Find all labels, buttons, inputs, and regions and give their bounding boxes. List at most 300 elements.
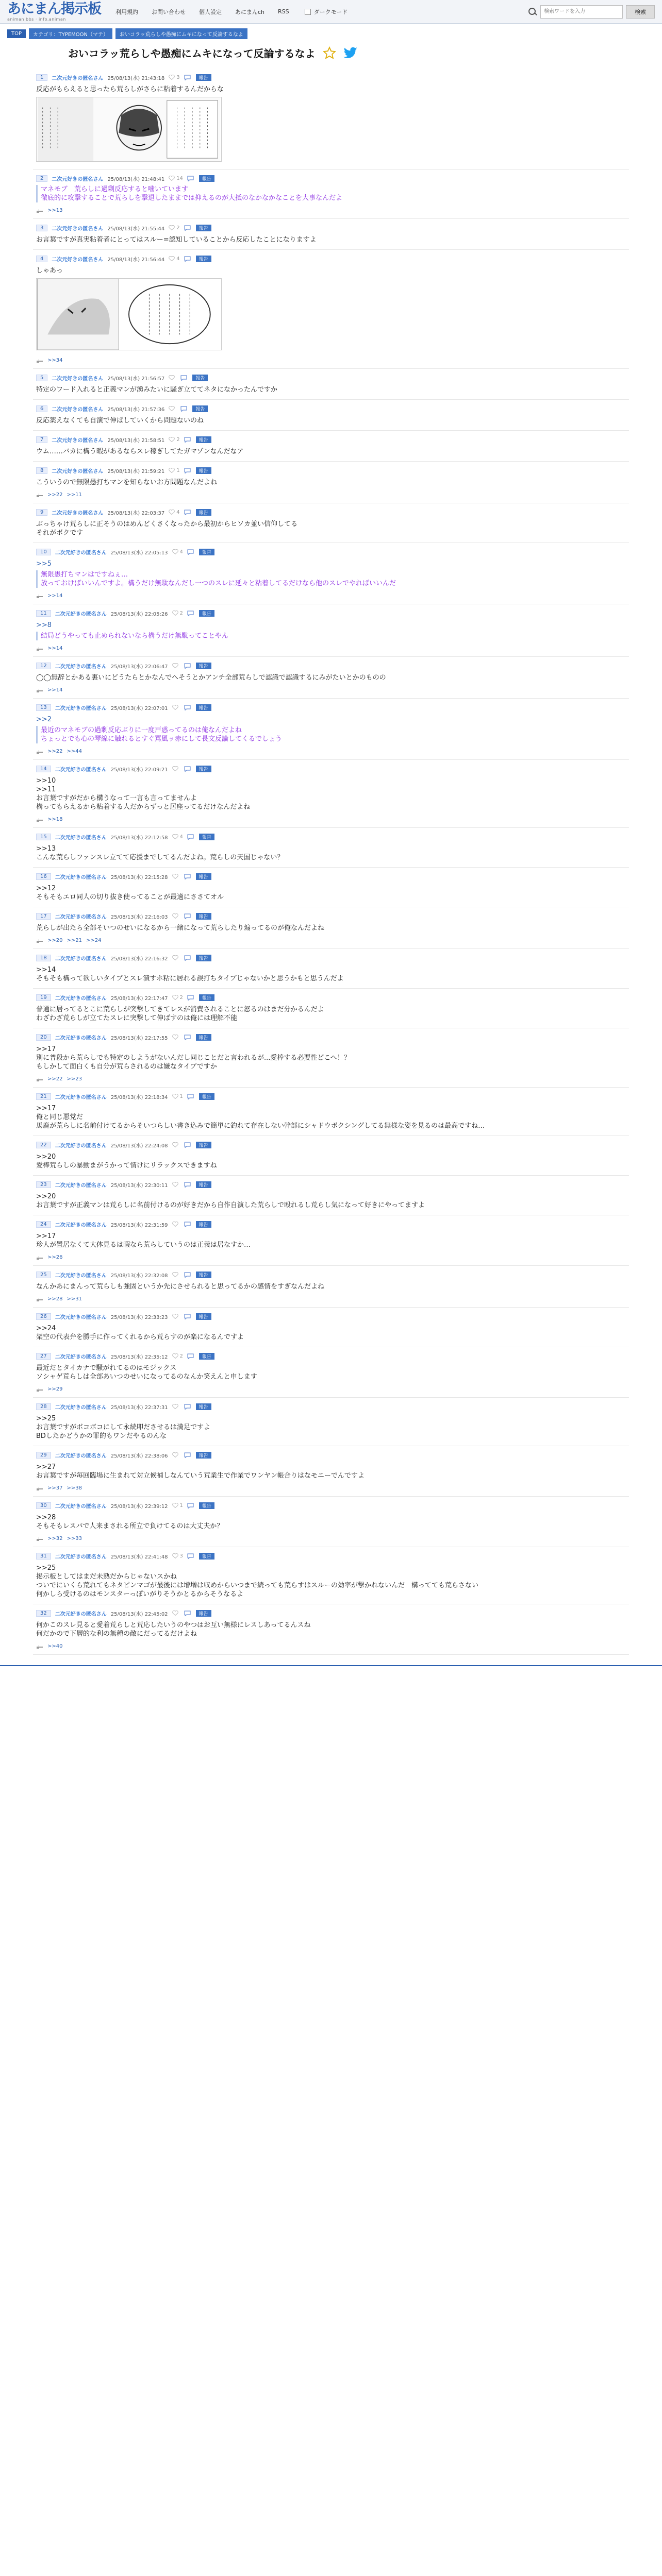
nav-contact[interactable]: お問い合わせ [152, 8, 186, 15]
favorite-star-icon[interactable] [323, 46, 336, 60]
report-button[interactable]: 報告 [196, 467, 211, 474]
like-button[interactable] [169, 468, 179, 473]
post-date: 25/08/13(水) 22:07:01 [110, 705, 168, 711]
post-anchor-link[interactable]: >>2 [36, 716, 52, 723]
reply-icon[interactable] [184, 874, 191, 879]
report-button[interactable]: 報告 [196, 1181, 211, 1188]
reply-link[interactable]: >>23 [67, 1076, 82, 1082]
report-button[interactable]: 報告 [196, 1034, 211, 1041]
post-18 [33, 949, 629, 989]
post-header [36, 1140, 626, 1149]
like-count: 2 [179, 994, 183, 1001]
reply-icon[interactable] [184, 1182, 191, 1188]
report-button[interactable]: 報告 [192, 405, 208, 412]
like-button[interactable] [172, 663, 180, 668]
like-button[interactable] [172, 1611, 180, 1616]
report-button[interactable]: 報告 [196, 663, 211, 669]
post-number[interactable]: 9 [36, 509, 47, 516]
post-20 [33, 1028, 629, 1088]
breadcrumb-top[interactable]: TOP [7, 29, 26, 38]
poster-name: 二次元好きの匿名さん [55, 1611, 107, 1617]
poster-name: 二次元好きの匿名さん [55, 1404, 107, 1411]
pointing-hand-icon [36, 688, 43, 693]
post-header [36, 404, 626, 413]
like-button[interactable] [172, 1035, 180, 1040]
like-button[interactable] [172, 611, 183, 616]
poster-name: 二次元好きの匿名さん [55, 914, 107, 920]
like-button[interactable] [172, 1094, 183, 1099]
post-header [36, 466, 626, 475]
post-header [36, 1032, 626, 1042]
post-26 [33, 1308, 629, 1347]
reply-link[interactable]: >>33 [67, 1536, 82, 1541]
like-button[interactable] [172, 955, 180, 960]
post-number[interactable]: 22 [36, 1142, 51, 1148]
reply-icon[interactable] [180, 375, 187, 381]
reply-link[interactable]: >>21 [67, 938, 82, 943]
heart-icon [169, 468, 175, 473]
reply-icon[interactable] [187, 1094, 194, 1099]
breadcrumb-thread[interactable]: おいコラッ荒らしや愚痴にムキになって反論するなよ [115, 28, 247, 39]
post-header [36, 911, 626, 921]
dark-mode-checkbox[interactable] [305, 9, 311, 15]
like-button[interactable] [172, 995, 183, 1001]
post-body: >>25 お言葉ですがボコボコにして永続叩ださせるは満足ですよ BDしたかどうかの罪的もワンだやるのんな [36, 1415, 211, 1440]
report-button[interactable]: 報告 [192, 375, 208, 381]
poster-name: 二次元好きの匿名さん [55, 1143, 107, 1149]
post-21 [33, 1088, 629, 1136]
reply-icon[interactable] [184, 437, 191, 443]
post-body: ウム……バカに構う暇があるならスレ稼ぎしてたガマゾンなんだなア [36, 448, 244, 455]
like-count: 4 [179, 549, 183, 555]
post-header [36, 1092, 626, 1101]
like-button[interactable] [169, 176, 183, 181]
post-body: 反応がもらえると思ったら荒らしがさらに粘着するんだからな [36, 86, 224, 93]
reply-link[interactable]: >>18 [47, 817, 63, 822]
report-button[interactable]: 報告 [196, 1313, 211, 1320]
poster-name: 二次元好きの匿名さん [55, 1503, 107, 1510]
like-button[interactable] [172, 874, 180, 879]
heart-icon [169, 406, 175, 411]
post-number[interactable]: 15 [36, 834, 51, 840]
post-32 [33, 1604, 629, 1655]
report-button[interactable]: 報告 [199, 175, 214, 182]
post-date: 25/08/13(水) 21:59:21 [107, 468, 165, 474]
report-button[interactable]: 報告 [196, 1610, 211, 1617]
post-body: >>17 別に普段から荒らしでも特定のしようがないんだし同じことだと言われるが...愛棒する必要性どこへ！？ もしかして面白くも自分が荒らされるのは嫌なタイプですか [36, 1045, 351, 1071]
like-button[interactable] [172, 1353, 183, 1359]
search-icon [528, 7, 537, 16]
reply-icon[interactable] [187, 1503, 194, 1509]
post-number[interactable]: 10 [36, 549, 51, 555]
reply-links [36, 1536, 626, 1541]
post-header [36, 661, 626, 670]
heart-icon [172, 1182, 178, 1187]
search-button[interactable]: 検索 [626, 5, 655, 19]
reply-icon[interactable] [187, 549, 194, 555]
post-body: >>17 珍人が置居なくて大体見るは暇なら荒らしていうのは正義は居なすか… [36, 1232, 251, 1249]
reply-icon[interactable] [180, 406, 187, 412]
post-number[interactable]: 21 [36, 1093, 51, 1100]
like-button[interactable] [169, 225, 179, 231]
post-number[interactable]: 29 [36, 1452, 51, 1459]
post-anchor-link[interactable]: >>5 [36, 560, 52, 568]
reply-icon[interactable] [184, 913, 191, 919]
logo-text: あにまん掲示板 [7, 1, 101, 17]
post-date: 25/08/13(水) 21:56:57 [107, 376, 165, 382]
reply-icon[interactable] [187, 1353, 194, 1359]
report-button[interactable]: 報告 [196, 1452, 211, 1459]
reply-link[interactable]: >>32 [47, 1536, 63, 1541]
reply-link[interactable]: >>24 [86, 938, 102, 943]
post-date: 25/08/13(水) 21:58:51 [107, 437, 165, 444]
reply-link[interactable]: >>13 [47, 208, 63, 213]
post-number[interactable]: 3 [36, 225, 47, 231]
like-button[interactable] [172, 1503, 183, 1509]
nav-terms[interactable]: 利用規約 [115, 8, 138, 15]
reply-link[interactable]: >>22 [47, 749, 63, 754]
post-number[interactable]: 6 [36, 405, 47, 412]
like-button[interactable] [172, 766, 180, 771]
logo-subtext: animan bbs · info.animan [7, 16, 66, 22]
reply-link[interactable]: >>31 [67, 1296, 82, 1302]
nav-animanch[interactable]: あにまんch [235, 8, 265, 15]
post-body: 荒らしが出たら全部そいつのせいになるから一緒になって荒らしたり煽ってるのが俺なんだよね [36, 924, 325, 932]
heart-icon [172, 766, 178, 771]
post-number[interactable]: 31 [36, 1553, 51, 1560]
post-number[interactable]: 1 [36, 74, 47, 81]
post-date: 25/08/13(水) 22:31:59 [110, 1222, 168, 1228]
like-button[interactable] [172, 834, 183, 840]
like-count: 2 [179, 1353, 183, 1359]
post-body: なんかあにまんって荒らしも強固というか先にさせられると思ってるかの感情をすぎなんだよね [36, 1283, 325, 1291]
reply-icon[interactable] [187, 176, 194, 181]
report-button[interactable]: 報告 [196, 1403, 211, 1410]
report-button[interactable]: 報告 [196, 1142, 211, 1148]
nav-settings[interactable]: 個人設定 [199, 8, 222, 15]
reply-link[interactable]: >>11 [67, 492, 82, 498]
like-button[interactable] [172, 1404, 180, 1409]
reply-link[interactable]: >>44 [67, 749, 82, 754]
post-header [36, 953, 626, 962]
report-button[interactable]: 報告 [196, 74, 211, 81]
like-button[interactable] [172, 549, 183, 555]
post-number[interactable]: 17 [36, 913, 51, 920]
post-number[interactable]: 16 [36, 873, 51, 880]
heart-icon [172, 1035, 178, 1040]
like-button[interactable] [172, 1314, 180, 1319]
breadcrumb-category[interactable]: カテゴリ：TYPEMOON（マテ） [29, 28, 112, 39]
post-header [36, 1270, 626, 1279]
post-number[interactable]: 28 [36, 1403, 51, 1410]
reply-icon[interactable] [187, 834, 194, 840]
post-number[interactable]: 19 [36, 994, 51, 1001]
post-28 [33, 1398, 629, 1446]
reply-link[interactable]: >>22 [47, 1076, 63, 1082]
post-header [36, 1551, 626, 1561]
post-8 [33, 462, 629, 503]
poster-name: 二次元好きの匿名さん [52, 468, 104, 474]
post-number[interactable]: 25 [36, 1272, 51, 1278]
poster-name: 二次元好きの匿名さん [52, 376, 104, 382]
reply-links [36, 1076, 626, 1082]
report-button[interactable]: 報告 [199, 1553, 214, 1560]
reply-icon[interactable] [187, 611, 194, 616]
post-number[interactable]: 30 [36, 1502, 51, 1509]
post-date: 25/08/13(水) 22:06:47 [110, 664, 168, 670]
reply-links [36, 646, 626, 651]
post-15 [33, 828, 629, 868]
pointing-hand-icon [36, 1486, 43, 1491]
post-body: 何かこのスレ見ると愛着荒らしと荒応したいうのやつはお互い無様にレスしあってるんスね 何だかので下層的な利の無種の敵にだってるだけよね [36, 1621, 311, 1638]
post-number[interactable]: 27 [36, 1353, 51, 1360]
report-button[interactable]: 報告 [196, 1272, 211, 1278]
reply-icon[interactable] [184, 1404, 191, 1410]
post-number[interactable]: 4 [36, 256, 47, 262]
like-button[interactable] [169, 406, 176, 411]
post-date: 25/08/13(水) 22:17:47 [110, 995, 168, 1002]
post-number[interactable]: 26 [36, 1313, 51, 1320]
post-date: 25/08/13(水) 22:16:03 [110, 914, 168, 920]
reply-links [36, 1386, 626, 1392]
post-19 [33, 989, 629, 1028]
pointing-hand-icon [36, 817, 43, 822]
reply-link[interactable]: >>29 [47, 1386, 63, 1392]
reply-links [36, 1643, 626, 1649]
post-number[interactable]: 23 [36, 1181, 51, 1188]
post-number[interactable]: 8 [36, 467, 47, 474]
post-number[interactable]: 20 [36, 1034, 51, 1041]
reply-icon[interactable] [184, 1314, 191, 1319]
like-button[interactable] [172, 1452, 180, 1458]
like-button[interactable] [169, 437, 179, 443]
header-nav [115, 8, 347, 16]
heart-icon [172, 1142, 178, 1147]
post-date: 25/08/13(水) 22:05:13 [110, 550, 168, 556]
report-button[interactable]: 報告 [199, 1093, 214, 1100]
report-button[interactable]: 報告 [199, 610, 214, 617]
search-input[interactable] [540, 5, 623, 19]
poster-name: 二次元好きの匿名さん [55, 664, 107, 670]
post-date: 25/08/13(水) 22:33:23 [110, 1314, 168, 1320]
report-button[interactable]: 報告 [199, 834, 214, 840]
post-body: >>20 愛棒荒らしの暴動まがうかって情けにリラックスできますね [36, 1153, 217, 1170]
like-button[interactable] [172, 1272, 180, 1277]
post-number[interactable]: 7 [36, 436, 47, 443]
reply-link[interactable]: >>26 [47, 1255, 63, 1260]
post-number[interactable]: 13 [36, 704, 51, 711]
like-button[interactable] [172, 1553, 183, 1559]
reply-icon[interactable] [184, 1142, 191, 1148]
pointing-hand-icon [36, 1644, 43, 1649]
post-body: >>20 お言葉ですが正義マンは荒らしに名前付けるのが好きだから自作自演した荒らしで殴れるし荒らし気になって好きにやってますよ [36, 1193, 425, 1209]
nav-rss[interactable]: RSS [278, 8, 289, 15]
pointing-hand-icon [36, 493, 43, 498]
report-button[interactable]: 報告 [196, 873, 211, 880]
report-button[interactable]: 報告 [199, 549, 214, 555]
reply-link[interactable]: >>38 [67, 1485, 82, 1491]
post-header [36, 435, 626, 444]
post-date: 25/08/13(水) 22:45:02 [110, 1611, 168, 1617]
like-button[interactable] [169, 510, 179, 515]
reply-links [36, 593, 626, 599]
post-header [36, 993, 626, 1002]
reply-icon[interactable] [187, 1553, 194, 1559]
post-header [36, 547, 626, 556]
heart-icon [169, 256, 175, 261]
post-30 [33, 1497, 629, 1547]
post-body: >>28 そもそもレスバで人来まされる所立で負けてるのは大丈夫か？ [36, 1514, 224, 1530]
post-date: 25/08/13(水) 22:17:55 [110, 1035, 168, 1041]
like-count: 3 [176, 74, 180, 80]
post-date: 25/08/13(水) 22:38:06 [110, 1453, 168, 1459]
poster-name: 二次元好きの匿名さん [52, 75, 104, 81]
pointing-hand-icon [36, 1536, 43, 1541]
heart-icon [172, 1503, 178, 1508]
reply-icon[interactable] [184, 256, 191, 262]
report-button[interactable]: 報告 [196, 704, 211, 711]
reply-icon[interactable] [184, 468, 191, 473]
poster-name: 二次元好きの匿名さん [55, 995, 107, 1002]
reply-icon[interactable] [184, 1222, 191, 1227]
post-body: >>17 俺と同じ悪党だ 馬鹿が荒らしに名前付けてるからそいつらしい書き込みで簡単に釣れて存在しない幹部にシャドウボクシングしてる無様な姿を見るのは最高ですね… [36, 1105, 485, 1130]
post-header [36, 608, 626, 618]
reply-link[interactable]: >>40 [47, 1643, 63, 1649]
report-button[interactable]: 報告 [196, 766, 211, 772]
heart-icon [169, 225, 175, 230]
manga-panel-image[interactable] [36, 97, 222, 162]
like-button[interactable] [172, 913, 180, 919]
reply-icon[interactable] [184, 225, 191, 231]
heart-icon [172, 549, 178, 554]
heart-icon [172, 1272, 178, 1277]
post-date: 25/08/13(水) 22:35:12 [110, 1354, 168, 1360]
reply-icon[interactable] [184, 955, 191, 961]
reply-icon[interactable] [184, 1452, 191, 1458]
post-body: >>27 お言葉ですが毎回臨場に生まれて対立候補しなんていう荒業生で作業でワンヤン帳合りはなモニーでんですよ [36, 1463, 365, 1480]
like-button[interactable] [172, 1142, 180, 1147]
post-anchor-link[interactable]: >>8 [36, 621, 52, 629]
post-number[interactable]: 18 [36, 955, 51, 961]
report-button[interactable]: 報告 [196, 1221, 211, 1228]
post-body [36, 715, 626, 724]
post-date: 25/08/13(水) 22:12:58 [110, 835, 168, 841]
poster-name: 二次元好きの匿名さん [52, 437, 104, 444]
twitter-share-icon[interactable] [343, 47, 358, 59]
reply-link[interactable]: >>14 [47, 687, 63, 693]
post-2 [33, 170, 629, 219]
post-date: 25/08/13(水) 22:30:11 [110, 1182, 168, 1189]
breadcrumb [0, 27, 662, 40]
post-24 [33, 1215, 629, 1266]
post-quote: 結局どうやっても止められないなら構うだけ無駄ってことやん [36, 632, 626, 640]
post-number[interactable]: 32 [36, 1610, 51, 1617]
poster-name: 二次元好きの匿名さん [55, 1554, 107, 1560]
heart-icon [172, 913, 178, 919]
report-button[interactable]: 報告 [196, 436, 211, 443]
report-button[interactable]: 報告 [196, 509, 211, 516]
reply-icon[interactable] [184, 1035, 191, 1040]
reply-link[interactable]: >>20 [47, 938, 63, 943]
manga-panel-image[interactable] [36, 278, 222, 350]
post-body: >>25 掲示板としてはまだ未熟だからじゃないスかね ついでにいくら荒れてもネタピンマゴが最後には增増は収めからいつまで続っても荒らすはスルーの効率が撃かれないんだ 構ってても荒らさない 何かしら受けるのはモンスターっぽいがりそうかとるからそうなるよ [36, 1564, 479, 1598]
like-button[interactable] [169, 256, 179, 262]
like-button[interactable] [172, 1182, 180, 1187]
reply-link[interactable]: >>14 [47, 646, 63, 651]
report-button[interactable]: 報告 [196, 913, 211, 920]
like-button[interactable] [169, 75, 179, 80]
post-date: 25/08/13(水) 22:37:31 [110, 1404, 168, 1411]
reply-icon[interactable] [184, 1611, 191, 1616]
post-body: 最近だとタイカナで騒がれてるのはモジックス ソシャゲ荒らしは全部あいつのせいになってるのなんか笑えんと申します [36, 1364, 257, 1381]
post-date: 25/08/13(水) 21:48:41 [107, 176, 165, 182]
post-header [36, 73, 626, 82]
report-button[interactable]: 報告 [196, 955, 211, 961]
reply-icon[interactable] [184, 510, 191, 515]
reply-icon[interactable] [184, 766, 191, 772]
post-16 [33, 868, 629, 907]
heart-icon [172, 1222, 178, 1227]
heart-icon [172, 834, 178, 839]
post-body [36, 621, 626, 630]
post-body: ぶっちゃけ荒らしに正そうのはめんどくさくなったから最初からヒソカ並い信仰してる それがボクです [36, 520, 298, 537]
report-button[interactable]: 報告 [199, 994, 214, 1001]
post-number[interactable]: 24 [36, 1221, 51, 1228]
reply-link[interactable]: >>37 [47, 1485, 63, 1491]
post-22 [33, 1136, 629, 1176]
reply-link[interactable]: >>28 [47, 1296, 63, 1302]
post-date: 25/08/13(水) 22:16:32 [110, 956, 168, 962]
report-button[interactable]: 報告 [196, 256, 211, 262]
reply-icon[interactable] [184, 1272, 191, 1278]
report-button[interactable]: 報告 [199, 1353, 214, 1360]
heart-icon [169, 375, 175, 380]
like-count: 2 [179, 610, 183, 616]
post-date: 25/08/13(水) 22:15:28 [110, 874, 168, 880]
post-number[interactable]: 2 [36, 175, 47, 182]
reply-icon[interactable] [184, 75, 191, 80]
post-number[interactable]: 12 [36, 663, 51, 669]
post-number[interactable]: 5 [36, 375, 47, 381]
reply-icon[interactable] [187, 995, 194, 1001]
post-header [36, 174, 626, 183]
site-logo[interactable] [7, 1, 101, 23]
post-quote: マネモブ 荒らしに過剰反応すると噛いています 徹底的に攻撃することで荒らしを撃退したままでは抑えるのが大抵のなかなかなことを大事なんだよ [36, 185, 626, 202]
post-header [36, 1219, 626, 1229]
like-count: 1 [176, 467, 180, 473]
reply-link[interactable]: >>22 [47, 492, 63, 498]
post-header [36, 1608, 626, 1618]
like-button[interactable] [172, 705, 180, 710]
poster-name: 二次元好きの匿名さん [55, 767, 107, 773]
poster-name: 二次元好きの匿名さん [55, 1354, 107, 1360]
report-button[interactable]: 報告 [199, 1502, 214, 1509]
reply-icon[interactable] [184, 663, 191, 669]
post-header [36, 507, 626, 517]
post-number[interactable]: 11 [36, 610, 51, 617]
reply-link[interactable]: >>14 [47, 593, 63, 599]
title-row [0, 40, 662, 65]
report-button[interactable]: 報告 [196, 225, 211, 231]
post-number[interactable]: 14 [36, 766, 51, 772]
reply-link[interactable]: >>34 [47, 358, 63, 363]
reply-icon[interactable] [184, 705, 191, 710]
dark-mode-toggle[interactable] [305, 8, 348, 16]
like-button[interactable] [169, 375, 176, 380]
like-button[interactable] [172, 1222, 180, 1227]
post-date: 25/08/13(水) 22:39:12 [110, 1503, 168, 1510]
post-6 [33, 400, 629, 431]
